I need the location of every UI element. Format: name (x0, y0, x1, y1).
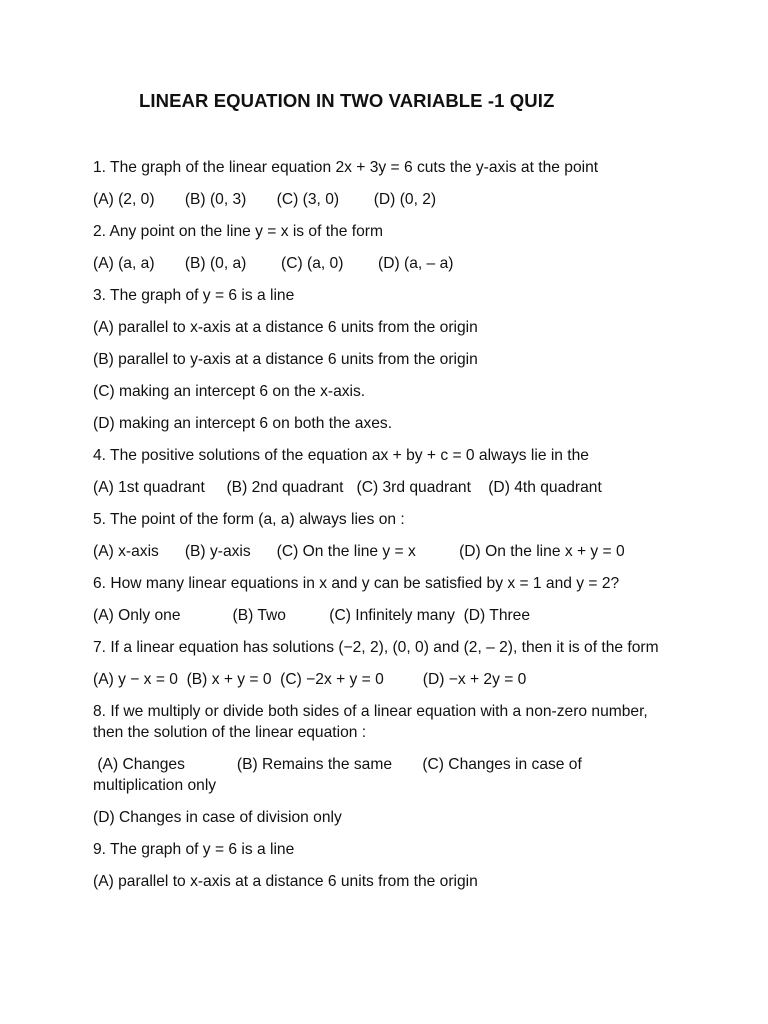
question-8: 8. If we multiply or divide both sides of a linear equation with a non-zero number, then the solution of the linear equation : (93, 703, 653, 741)
question-2: 2. Any point on the line y = x is of the form (93, 223, 383, 240)
question-1: 1. The graph of the linear equation 2x + 3y = 6 cuts the y-axis at the point (93, 159, 599, 176)
question-5-options: (A) x-axis (B) y-axis (C) On the line y = x (D) On the line x + y = 0 (93, 543, 625, 560)
question-2-options: (A) (a, a) (B) (0, a) (C) (a, 0) (D) (a, – a) (93, 255, 454, 272)
question-6: 6. How many linear equations in x and y can be satisfied by x = 1 and y = 2? (93, 575, 620, 592)
question-9: 9. The graph of y = 6 is a line (93, 841, 295, 858)
question-3: 3. The graph of y = 6 is a line (93, 287, 295, 304)
question-1-options: (A) (2, 0) (B) (0, 3) (C) (3, 0) (D) (0, 2) (93, 191, 437, 208)
question-3-option-c: (C) making an intercept 6 on the x-axis. (93, 383, 366, 400)
question-4: 4. The positive solutions of the equation ax + by + c = 0 always lie in the (93, 447, 589, 464)
question-8-option-d: (D) Changes in case of division only (93, 809, 342, 826)
question-3-option-b: (B) parallel to y-axis at a distance 6 units from the origin (93, 351, 478, 368)
page-title: LINEAR EQUATION IN TWO VARIABLE -1 QUIZ (139, 90, 555, 111)
question-8-options: (A) Changes (B) Remains the same (C) Changes in case of multiplication only (93, 756, 587, 794)
question-7: 7. If a linear equation has solutions (−2, 2), (0, 0) and (2, – 2), then it is of the form (93, 639, 659, 656)
question-9-option-a: (A) parallel to x-axis at a distance 6 units from the origin (93, 873, 478, 890)
question-7-options: (A) y − x = 0 (B) x + y = 0 (C) −2x + y = 0 (D) −x + 2y = 0 (93, 671, 527, 688)
quiz-content (93, 157, 673, 903)
question-4-options: (A) 1st quadrant (B) 2nd quadrant (C) 3rd quadrant (D) 4th quadrant (93, 479, 602, 496)
question-6-options: (A) Only one (B) Two (C) Infinitely many (D) Three (93, 607, 531, 624)
question-5: 5. The point of the form (a, a) always lies on : (93, 511, 405, 528)
question-3-option-a: (A) parallel to x-axis at a distance 6 units from the origin (93, 319, 478, 336)
question-3-option-d: (D) making an intercept 6 on both the axes. (93, 415, 393, 432)
